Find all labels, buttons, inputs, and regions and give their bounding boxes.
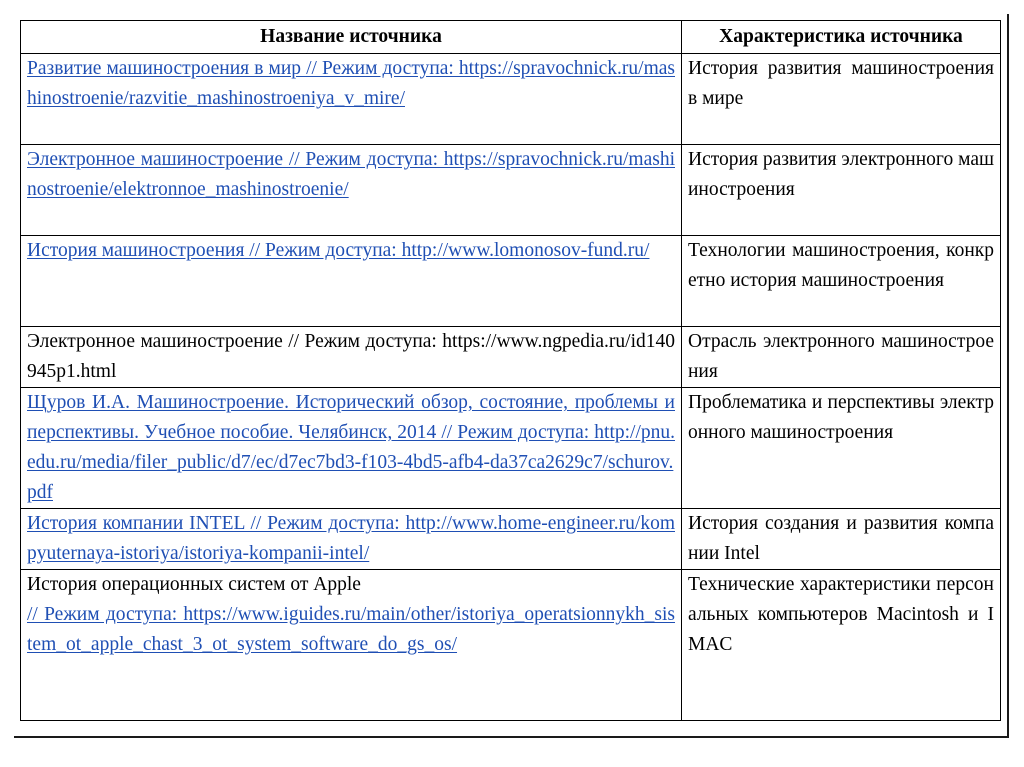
source-link[interactable]: Развитие машиностроения в мир // Режим доступа: https://spravochnick.ru/mashinostroenie/razvitie_mashinostroeniya_v_mire/	[27, 58, 675, 109]
source-name-cell	[21, 388, 682, 509]
source-link[interactable]: Щуров И.А. Машиностроение. Исторический обзор, состояние, проблемы и перспективы. Учебное пособие. Челябинск, 2014 // Режим доступа: http://pnu.edu.ru/media/filer_public/d7/ec/d7ec7bd3-f103-4bd5-afb4-da37ca2629c7/schurov.pdf	[27, 392, 675, 503]
source-description-cell: Технологии машиностроения, конкретно история машиностроения	[682, 236, 1001, 327]
table-row	[21, 54, 1001, 145]
table-row	[21, 570, 1001, 721]
source-description-cell: История развития электронного машиностроения	[682, 145, 1001, 236]
source-link[interactable]: История машиностроения // Режим доступа: http://www.lomonosov-fund.ru/	[27, 240, 650, 261]
header-source-description: Характеристика источника	[682, 21, 1001, 54]
source-description-cell: Проблематика и перспективы электронного машиностроения	[682, 388, 1001, 509]
source-name-cell	[21, 54, 682, 145]
source-description-cell: Технические характеристики персональных компьютеров Macintosh и IMAC	[682, 570, 1001, 721]
source-name-cell	[21, 327, 682, 388]
source-link[interactable]: История компании INTEL // Режим доступа: http://www.home-engineer.ru/kompyuternaya-istoriya/istoriya-kompanii-intel/	[27, 513, 675, 564]
table-row	[21, 145, 1001, 236]
table-row	[21, 388, 1001, 509]
table-header-row	[21, 21, 1001, 54]
source-name-cell	[21, 145, 682, 236]
source-name-cell	[21, 236, 682, 327]
table-row	[21, 327, 1001, 388]
header-source-name: Название источника	[21, 21, 682, 54]
source-link[interactable]: Электронное машиностроение // Режим доступа: https://spravochnick.ru/mashinostroenie/elektronnoe_mashinostroenie/	[27, 149, 675, 200]
source-name-cell	[21, 509, 682, 570]
source-description-cell: История развития машиностроения в мире	[682, 54, 1001, 145]
source-link[interactable]: // Режим доступа: https://www.iguides.ru/main/other/istoriya_operatsionnykh_sistem_ot_apple_chast_3_ot_system_software_do_gs_os/	[27, 604, 675, 655]
source-title: История операционных систем от Apple	[27, 574, 361, 595]
source-name-cell	[21, 570, 682, 721]
source-description-cell: История создания и развития компании Intel	[682, 509, 1001, 570]
source-description-cell: Отрасль электронного машиностроения	[682, 327, 1001, 388]
table-row	[21, 236, 1001, 327]
sources-table	[20, 20, 1001, 721]
table-row	[21, 509, 1001, 570]
source-text: Электронное машиностроение // Режим доступа: https://www.ngpedia.ru/id140945p1.html	[27, 331, 675, 382]
